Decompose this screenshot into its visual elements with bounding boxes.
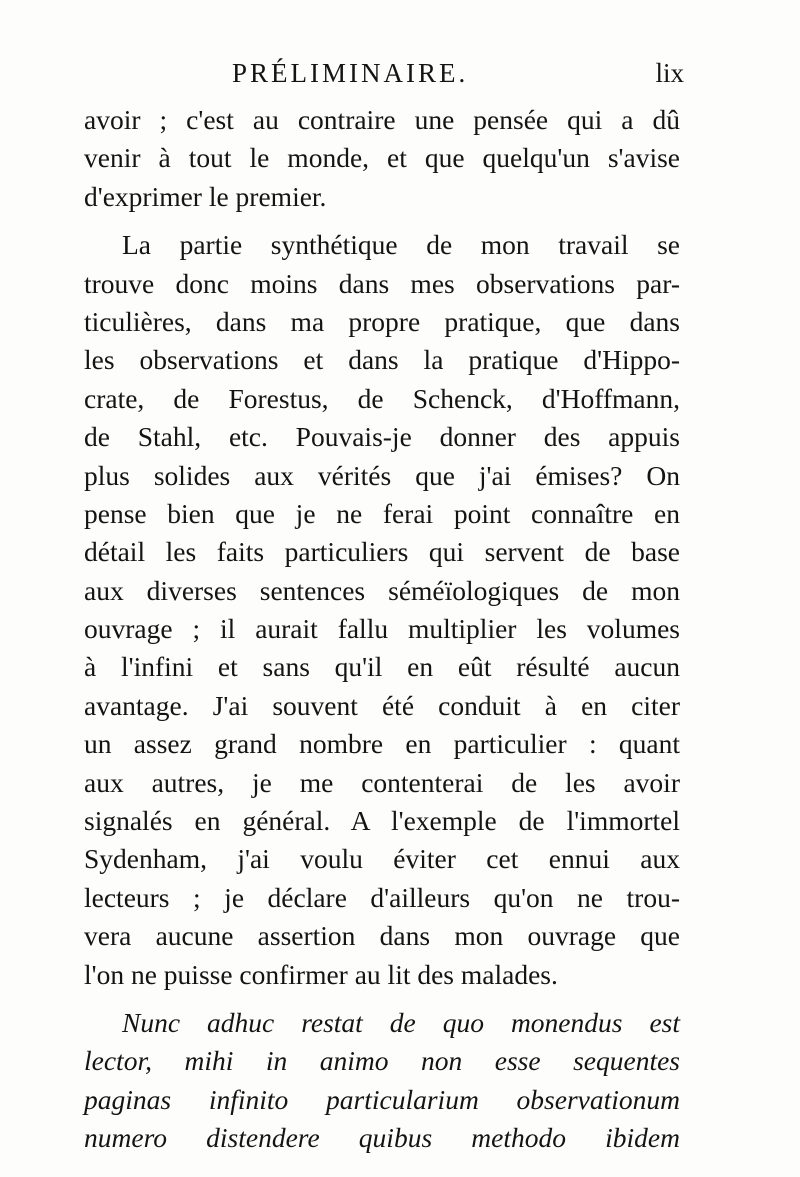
text-line: les observations et dans la pratique d'Hippo- xyxy=(84,344,680,376)
text-line: numero distendere quibus methodo ibidem xyxy=(84,1122,680,1154)
text-line: avantage. J'ai souvent été conduit à en citer xyxy=(84,689,680,721)
text-line: aux diverses sentences séméïologiques de mon xyxy=(84,574,680,606)
text-line: La partie synthétique de mon travail se xyxy=(122,229,680,261)
text-line: ouvrage ; il aurait fallu multiplier les volumes xyxy=(84,613,680,645)
text-line: lector, mihi in animo non esse sequentes xyxy=(84,1045,680,1077)
text-line: crate, de Forestus, de Schenck, d'Hoffmann, xyxy=(84,382,680,414)
text-line: venir à tout le monde, et que quelqu'un s'avise xyxy=(84,142,680,174)
text-line: Sydenham, j'ai voulu éviter cet ennui aux xyxy=(84,843,680,875)
paragraph-gap xyxy=(84,994,680,1004)
text-line: détail les faits particuliers qui servent de base xyxy=(84,536,680,568)
text-line: paginas infinito particularium observationum xyxy=(84,1083,680,1115)
text-line: lecteurs ; je déclare d'ailleurs qu'on ne trou- xyxy=(84,881,680,913)
text-line: un assez grand nombre en particulier : quant xyxy=(84,728,680,760)
text-line: plus solides aux vérités que j'ai émises? On xyxy=(84,459,680,491)
paragraph-latin xyxy=(84,1004,680,1158)
text-line: vera aucune assertion dans mon ouvrage que xyxy=(84,920,680,952)
text-line: pense bien que je ne ferai point connaître en xyxy=(84,497,680,529)
page-number: lix xyxy=(655,58,684,88)
running-head: PRÉLIMINAIRE. xyxy=(232,58,469,88)
text-line: à l'infini et sans qu'il en eût résulté aucun xyxy=(84,651,680,683)
text-line: avoir ; c'est au contraire une pensée qui a dû xyxy=(84,104,680,135)
text-line: trouve donc moins dans mes observations par- xyxy=(84,267,680,299)
text-line: aux autres, je me contenterai de les avoir xyxy=(84,766,680,798)
text-line: Nunc adhuc restat de quo monendus est xyxy=(122,1006,680,1038)
body-text xyxy=(84,101,680,1158)
text-line: ticulières, dans ma propre pratique, que dans xyxy=(84,305,680,337)
paragraph-synthetic xyxy=(84,226,680,994)
text-line: d'exprimer le premier. xyxy=(84,180,327,212)
text-line: de Stahl, etc. Pouvais-je donner des appuis xyxy=(84,421,680,453)
text-line: l'on ne puisse confirmer au lit des malades. xyxy=(84,958,558,990)
page-header xyxy=(84,58,684,98)
paragraph-continuation xyxy=(84,101,680,216)
text-line: signalés en général. A l'exemple de l'immortel xyxy=(84,805,680,837)
paragraph-gap xyxy=(84,216,680,226)
